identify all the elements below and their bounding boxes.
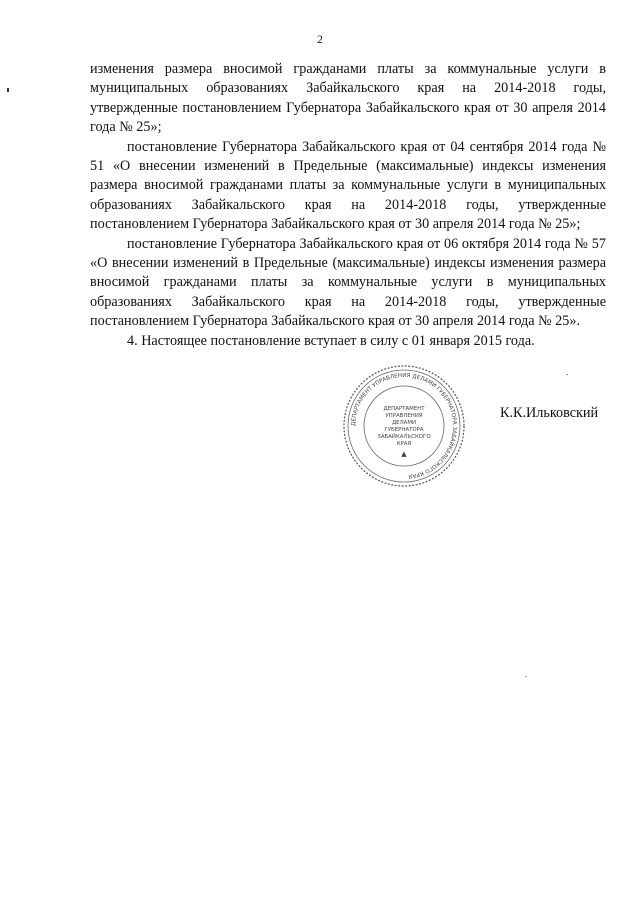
document-body [90,60,606,351]
stamp-line: ДЕПАРТАМЕНТ [383,406,425,412]
stamp-line: ЗАБАЙКАЛЬСКОГО [377,434,431,440]
stamp-line: ГУБЕРНАТОРА [384,427,424,433]
official-stamp [342,364,466,488]
stamp-line: КРАЯ [396,441,412,447]
scan-speck [525,676,527,677]
paragraph-effective-date: 4. Настоящее постановление вступает в силу с 01 января 2015 года. [127,332,535,349]
stamp-line: ДЕЛАМИ [391,420,417,426]
margin-mark [7,88,9,92]
scan-speck [566,374,568,375]
paragraph-resolution-57: постановление Губернатора Забайкальского края от 06 октября 2014 года № 57 «О внесении изменений в Предельные (максимальные) индексы изменения размера вносимой гражданами платы за коммунальные услуги в муниципальных образованиях Забайкальского края на 2014-2018 годы, утвержденные постановлением Губернатора Забайкальского края от 30 апреля 2014 года № 25». [90,235,606,330]
stamp-line: УПРАВЛЕНИЯ [385,413,423,419]
stamp-ring-text: ДЕПАРТАМЕНТ УПРАВЛЕНИЯ ДЕЛАМИ ГУБЕРНАТОРА ЗАБАЙКАЛЬСКОГО КРАЯ [350,372,458,479]
signature-name: К.К.Ильковский [500,405,599,421]
paragraph-resolution-51: постановление Губернатора Забайкальского края от 04 сентября 2014 года № 51 «О внесении изменений в Предельные (максимальные) индексы изменения размера вносимой гражданами платы за коммунальные услуги в муниципальных образованиях Забайкальского края на 2014-2018 годы, утвержденные постановлением Губернатора Забайкальского края от 30 апреля 2014 года № 25»; [90,138,606,233]
page-number: 2 [317,32,323,46]
stamp-mark: ▲ [401,450,407,458]
paragraph-continuation: изменения размера вносимой гражданами платы за коммунальные услуги в муниципальных образованиях Забайкальского края на 2014-2018 годы, утвержденные постановлением Губернатора Забайкальского края от 30 апреля 2014 года № 25»; [90,61,606,136]
